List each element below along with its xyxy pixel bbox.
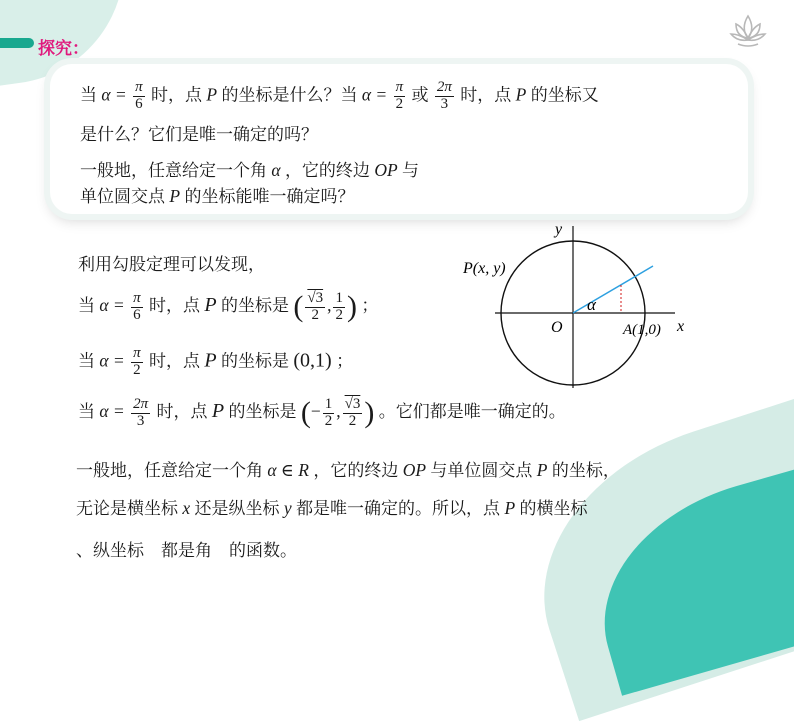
text: 当 <box>78 402 95 423</box>
result-line-2 <box>78 346 353 379</box>
result-line-3: 当 α = $\frac{2\pi}{3}$ 时，点 P 的坐标是 (− $\frac{1}{2}$ , $\frac{√3}{2}$ ) 。它们都是唯一确定的。 <box>78 395 566 429</box>
alpha-eq: α = <box>361 84 388 105</box>
num: π <box>133 345 141 361</box>
text: 都是唯一确定的。所以，点 <box>296 499 501 519</box>
den: 6 <box>133 306 141 323</box>
text: 当 <box>78 296 95 317</box>
point-p: P <box>536 460 548 480</box>
text: 还是纵坐标 <box>194 499 280 519</box>
text: 。它们都是唯一确定的。 <box>378 402 566 423</box>
fraction-pi-2 <box>394 80 406 113</box>
sep: , <box>327 295 332 316</box>
num: π <box>395 79 404 95</box>
text: 的坐标又 <box>530 85 599 106</box>
den: 2 <box>311 306 319 323</box>
num: 1 <box>324 395 333 412</box>
point-p: P <box>204 349 217 372</box>
text: 是什么？它们是唯一确定的吗？ <box>80 125 318 145</box>
text: 当 <box>80 85 97 106</box>
num: π <box>133 289 141 306</box>
fraction-2pi-3 <box>435 80 454 113</box>
alpha-in-r: α ∈ R <box>267 460 309 480</box>
minus: − <box>310 401 321 422</box>
point-p: P <box>169 186 181 206</box>
y-var: y <box>283 498 292 518</box>
text: 与 <box>402 161 420 181</box>
num: π <box>135 79 143 95</box>
unit-circle-diagram <box>455 218 705 398</box>
alpha-eq: α = <box>99 350 125 371</box>
x-axis-label: x <box>677 318 685 335</box>
alpha: α <box>271 160 281 180</box>
den: 2 <box>133 361 141 378</box>
text: 时，点 <box>149 296 201 317</box>
num: 2π <box>133 395 149 412</box>
text: 时，点 <box>156 402 208 423</box>
fraction-pi-6 <box>133 80 145 113</box>
question-line-3 <box>80 156 419 181</box>
text: ，它的终边 <box>284 161 370 181</box>
num: 2π <box>436 79 452 95</box>
x-var: x <box>182 498 191 518</box>
num: √3 <box>307 289 324 306</box>
den: 2 <box>324 412 333 429</box>
fraction <box>305 291 325 324</box>
text: 的坐标是 <box>220 296 289 317</box>
point-p: P <box>204 294 217 317</box>
text: 无论是横坐标 <box>76 499 178 519</box>
den: 3 <box>136 412 145 429</box>
text: 时，点 <box>460 85 512 106</box>
angle-label: α <box>587 295 596 314</box>
text: 的坐标能唯一确定吗？ <box>184 187 355 207</box>
question-line-4 <box>80 182 354 207</box>
den: 2 <box>348 412 357 429</box>
den: 3 <box>440 95 449 112</box>
text: 的横坐标 <box>519 499 588 519</box>
den: 6 <box>135 95 143 112</box>
point-p: P <box>504 498 516 518</box>
text: 当 <box>78 351 95 372</box>
text: 与单位圆交点 <box>430 461 533 481</box>
text: 时，点 <box>151 85 203 106</box>
result-line-1: 当 α = $\frac{\pi}{6}$ 时，点 P 的坐标是 ( $\frac{√3}{2}$ , $\frac{1}{2}$ ) ； <box>78 289 379 323</box>
question-line-2 <box>80 120 318 145</box>
text: 一般地，任意给定一个角 <box>80 161 267 181</box>
point-p-label: P(x, y) <box>463 260 506 277</box>
text: ； <box>336 351 354 372</box>
section-marker <box>0 38 34 48</box>
paragraph-line-3 <box>76 536 297 561</box>
section-title: 探究： <box>38 39 89 59</box>
paragraph-line-2 <box>76 494 588 519</box>
num: 1 <box>335 289 343 306</box>
point-a-label: A(1,0) <box>623 322 661 338</box>
fraction <box>131 397 150 430</box>
alpha-eq: α = <box>99 295 125 316</box>
alpha-eq: α = <box>99 401 125 422</box>
text: 时，点 <box>149 351 201 372</box>
fraction <box>131 291 143 324</box>
num: √3 <box>344 395 361 412</box>
text: 利用勾股定理可以发现， <box>78 255 265 275</box>
y-axis-label: y <box>555 221 563 238</box>
den: 2 <box>335 306 343 323</box>
fraction <box>323 397 335 430</box>
op: OP <box>374 160 398 180</box>
fraction <box>343 397 363 430</box>
text: 一般地，任意给定一个角 <box>76 461 263 481</box>
den: 2 <box>395 95 404 112</box>
text: 的坐标是 <box>220 351 289 372</box>
text: ，它的终边 <box>313 461 399 481</box>
lotus-logo-icon <box>728 10 768 50</box>
text: 的坐标是什么？当 <box>221 85 358 106</box>
alpha-eq: α = <box>101 84 127 105</box>
origin-label: O <box>551 319 563 336</box>
point-p: P <box>515 84 527 105</box>
op: OP <box>402 460 427 480</box>
text: ； <box>361 296 379 317</box>
point-p: P <box>211 400 225 423</box>
question-box <box>50 64 748 214</box>
fraction <box>131 346 143 379</box>
coordinate-value: (0,1) <box>293 349 332 372</box>
fraction <box>333 291 345 324</box>
intro-line <box>78 250 265 275</box>
text: 、纵坐标 都是角 的函数。 <box>76 541 297 561</box>
point-p: P <box>206 84 218 105</box>
text: 的坐标， <box>551 461 620 481</box>
sep: , <box>336 401 341 422</box>
text: 或 <box>411 85 429 106</box>
question-line-1 <box>80 80 599 113</box>
text: 单位圆交点 <box>80 187 165 207</box>
paragraph-line-1 <box>76 456 620 481</box>
text: 的坐标是 <box>228 402 297 423</box>
